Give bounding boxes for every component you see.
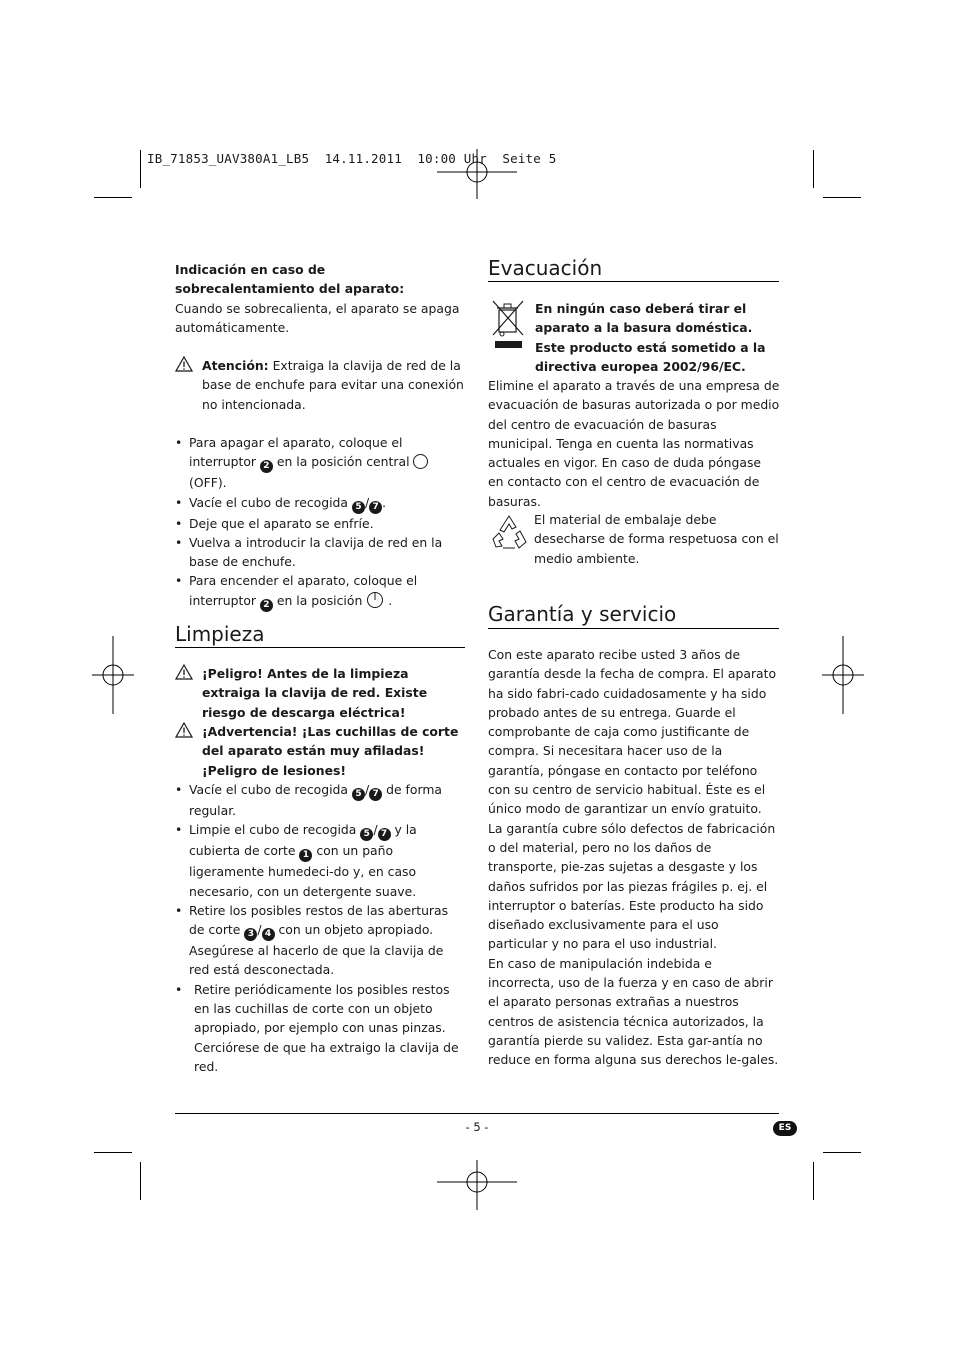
recycling-icon [489, 513, 529, 551]
part-number-badge: 5 [352, 788, 365, 801]
list-item: • Retire los posibles restos de las aberturas de corte 3 / 4 con un objeto apropiado. Asegúrese al hacerlo de que la clavija de red está desconectada. [175, 901, 467, 980]
blade-warning-note: ¡Advertencia! ¡Las cuchillas de corte del aparato están muy afiladas! ¡Peligro de lesiones! [202, 724, 459, 778]
disposal-text: Elimine el aparato a través de una empresa de evacuación de basuras autorizada o por medio del centro de evacuación de basuras municipal. Tenga en cuenta las normativas actuales en vigor. En caso de duda póngase en contacto con el centro de evacuación de basuras. [488, 378, 780, 509]
list-item: • Vacíe el cubo de recogida 5 / 7 de forma regular. [175, 780, 467, 820]
off-position-icon [413, 454, 428, 469]
list-item: • Para apagar el aparato, coloque el interruptor 2 en la posición central (OFF). [175, 433, 465, 493]
part-number-badge: 5 [352, 501, 365, 514]
danger-note: ¡Peligro! Antes de la limpieza extraiga la clavija de red. Existe riesgo de descarga eléctrica! [202, 666, 428, 720]
packaging-note: El material de embalaje debe desecharse de forma respetuosa con el medio ambiente. [534, 512, 779, 566]
part-number-badge: 3 [244, 928, 257, 941]
disposal-heading: Evacuación [488, 256, 603, 280]
danger-warning-icon [175, 664, 193, 680]
footer-rule [175, 1113, 779, 1114]
list-item: • Vacíe el cubo de recogida 5 / 7 . [175, 493, 465, 514]
part-number-badge: 2 [260, 599, 273, 612]
warranty-paragraph: Con este aparato recibe usted 3 años de garantía desde la fecha de compra. El aparato ha sido fabri-cado cuidadosamente y ha sido probado antes de su entrega. Guarde el comprobante de caja como justificante de compra. Si necesitara hacer uso de la garantía, póngase en contacto por teléfono con su centro de servicio habitual. Éste es el único modo de garantizar un envío gratuito. [488, 647, 777, 817]
print-slug: IB_71853_UAV380A1_LB5 14.11.2011 10:00 Uhr Seite 5 [147, 151, 557, 166]
cleaning-heading-rule [175, 647, 465, 648]
disposal-bold-note: En ningún caso deberá tirar el aparato a la basura doméstica. Este producto está sometido a la directiva europea 2002/96/EC. [535, 301, 766, 374]
part-number-badge: 2 [260, 460, 273, 473]
attention-text: Extraiga la clavija de red de la base de enchufe para evitar una conexión no intencionada. [202, 358, 464, 412]
cleaning-steps-list [175, 780, 467, 1076]
part-number-badge: 5 [360, 828, 373, 841]
overheat-text: Cuando se sobrecalienta, el aparato se apaga automáticamente. [175, 300, 460, 335]
warranty-paragraph: En caso de manipulación indebida e incorrecta, uso de la fuerza y en caso de abrir el aparato personas extrañas a nuestros centros de asistencia técnica autorizados, la garantía pierde su validez. Esta gar-antía no reduce en forma alguna sus derechos le-gales. [488, 955, 779, 1068]
list-item: • Retire periódicamente los posibles restos en las cuchillas de corte con un objeto apropiado, por ejemplo con unas pinzas. Cerciórese de que ha extraigo la clavija de red. [175, 980, 467, 1076]
part-number-badge: 7 [378, 828, 391, 841]
disposal-heading-rule [488, 281, 779, 282]
registration-mark-right-icon [822, 636, 864, 714]
warranty-paragraph: La garantía cubre sólo defectos de fabricación o del material, pero no los daños de transporte, pie-zas sujetas a desgaste y los daños sufridos por las piezas frágiles p. ej. el interruptor o baterías. Este producto ha sido diseñado exclusivamente para el uso particular y no para el uso industrial. [488, 820, 776, 952]
overheat-title: Indicación en caso de sobrecalentamiento del aparato: [175, 262, 405, 297]
attention-label: Atención: [202, 358, 269, 373]
list-item: • Vuelva a introducir la clavija de red en la base de enchufe. [175, 533, 465, 572]
part-number-badge: 7 [369, 501, 382, 514]
part-number-badge: 4 [262, 928, 275, 941]
page-number: - 5 - [465, 1120, 489, 1134]
part-number-badge: 7 [369, 788, 382, 801]
attention-note [202, 356, 465, 414]
warranty-heading-rule [488, 628, 779, 629]
list-item: • Deje que el aparato se enfríe. [175, 514, 465, 533]
warranty-heading: Garantía y servicio [488, 602, 677, 626]
list-item: • Limpie el cubo de recogida 5 / 7 y la cubierta de corte 1 con un paño ligeramente humedeci-do y, en caso necesario, con un detergente suave. [175, 820, 467, 901]
crossed-out-bin-icon [490, 298, 526, 350]
language-badge: ES [773, 1121, 797, 1136]
power-on-icon [366, 591, 384, 609]
registration-mark-bottom-icon [437, 1160, 517, 1210]
cleaning-heading: Limpieza [175, 622, 265, 646]
registration-mark-left-icon [92, 636, 134, 714]
list-item: • Para encender el aparato, coloque el interruptor 2 en la posición . [175, 571, 465, 611]
power-steps-list [175, 433, 465, 612]
warning-icon [175, 356, 193, 372]
overheat-section [175, 260, 465, 337]
part-number-badge: 1 [299, 849, 312, 862]
blade-warning-icon [175, 722, 193, 738]
warranty-text [488, 645, 780, 1070]
